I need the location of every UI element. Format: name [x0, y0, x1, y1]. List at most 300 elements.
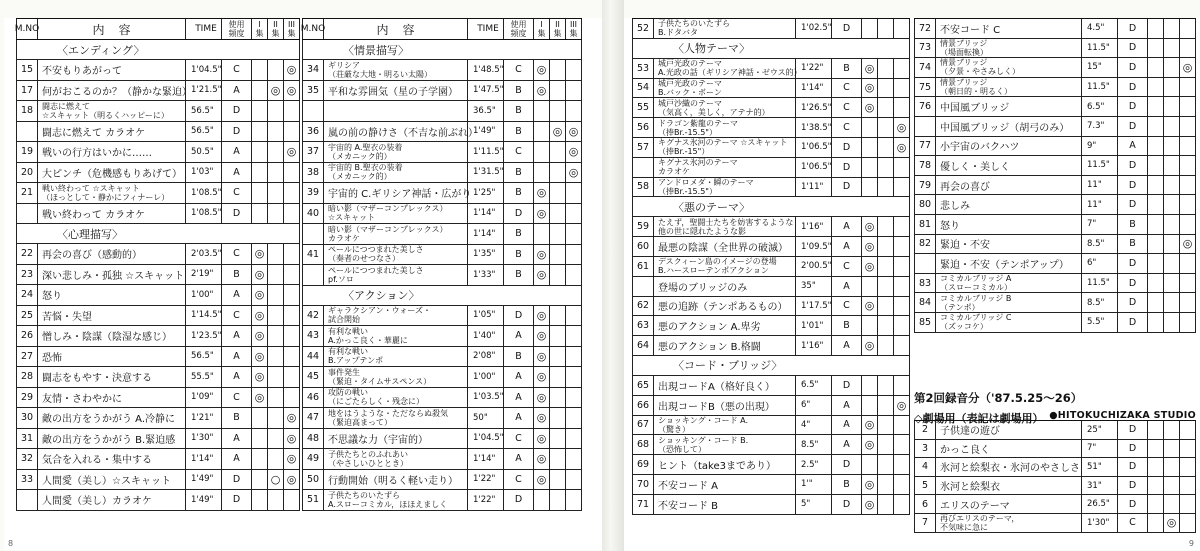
usage-frequency-text: B	[515, 269, 522, 281]
track-title-text: 怒り	[42, 291, 62, 303]
volume-1-mark	[862, 495, 878, 514]
track-number	[914, 274, 936, 293]
track-number	[16, 449, 38, 469]
track-time	[796, 435, 832, 454]
volume-2-mark	[268, 490, 284, 510]
track-number	[16, 429, 38, 449]
track-title-text: 緊迫・不安	[940, 240, 990, 252]
track-time-text: 6"	[1087, 258, 1097, 269]
track-time-text: 1'30"	[1087, 517, 1110, 528]
track-subtitle-text: カラオケ	[328, 233, 360, 243]
volume-2-mark	[268, 449, 284, 469]
track-number-text: 18	[20, 105, 34, 117]
header-s2-line2: 集	[553, 29, 562, 38]
track-number-text: 62	[636, 300, 650, 312]
track-time-text: 1'14"	[473, 228, 496, 239]
track-row	[16, 244, 300, 265]
volume-mark-symbol: ◎	[270, 83, 281, 97]
track-number	[302, 101, 324, 121]
track-title-text: 大ピンチ（危機感もりあげて）	[42, 168, 182, 180]
track-row	[16, 408, 300, 429]
track-subtitle-text: B.バック・ボーン	[658, 87, 722, 97]
usage-frequency-text: A	[233, 453, 240, 465]
usage-frequency	[1118, 293, 1148, 312]
volume-1-mark	[534, 367, 550, 387]
track-time	[186, 367, 222, 387]
track-number-text: 31	[20, 432, 34, 444]
track-row	[632, 178, 910, 198]
track-number-text: 75	[918, 81, 932, 93]
volume-mark-symbol: ◎	[536, 329, 547, 343]
track-number	[914, 39, 936, 58]
volume-1-mark	[862, 316, 878, 335]
track-number	[302, 408, 324, 428]
track-time	[186, 490, 222, 510]
volume-3-mark	[1180, 215, 1196, 234]
volume-2-mark	[268, 326, 284, 346]
volume-1-mark	[862, 118, 878, 137]
track-title-text: 中国風ブリッジ（胡弓のみ）	[940, 122, 1070, 134]
volume-2-mark	[1164, 254, 1180, 273]
track-number	[16, 285, 38, 305]
section-title: 〈悪のテーマ〉	[673, 200, 750, 214]
track-time	[1082, 254, 1118, 273]
header-s3	[566, 19, 582, 39]
track-row	[632, 59, 910, 79]
track-number-text: 48	[306, 432, 320, 444]
usage-frequency	[222, 101, 252, 121]
volume-1-mark	[252, 122, 268, 142]
volume-2-mark	[550, 224, 566, 244]
track-time-text: 56.5"	[191, 126, 214, 137]
track-time	[186, 306, 222, 326]
track-number	[632, 237, 654, 256]
volume-3-mark	[894, 416, 910, 435]
track-number	[16, 470, 38, 490]
track-title	[38, 306, 186, 326]
volume-1-mark	[1148, 215, 1164, 234]
track-time-text: 1'08.5"	[191, 187, 222, 198]
usage-frequency-text: D	[1128, 61, 1137, 73]
volume-3-mark	[566, 60, 582, 80]
track-time-text: 1'04.5"	[473, 433, 504, 444]
usage-frequency	[832, 316, 862, 335]
track-subtitle-text: （荘厳な大地・明るい太陽）	[328, 69, 432, 79]
volume-3-mark	[566, 81, 582, 101]
volume-3-mark	[566, 183, 582, 203]
volume-3-mark	[894, 59, 910, 78]
usage-frequency-text: C	[515, 473, 522, 485]
track-time	[186, 388, 222, 408]
track-subtitle-text: （緊迫高まって）	[328, 417, 392, 427]
track-time	[468, 429, 504, 449]
usage-frequency	[1118, 176, 1148, 195]
usage-frequency	[1118, 39, 1148, 58]
volume-3-mark	[1180, 514, 1196, 532]
header-content	[38, 19, 186, 39]
track-row	[914, 254, 1196, 274]
volume-1-mark	[1148, 440, 1164, 458]
header-s2	[550, 19, 566, 39]
usage-frequency	[504, 347, 534, 367]
usage-frequency-text: A	[843, 399, 850, 411]
track-title-text: 暗い影（マザーコンプレックス）	[328, 224, 448, 234]
usage-frequency-text: D	[232, 207, 241, 219]
usage-frequency-text: D	[1128, 480, 1137, 492]
track-title-text: たえず，聖闘士たちを妨害するような	[658, 217, 794, 227]
track-number-text: 57	[636, 141, 650, 153]
header-s2-line1: II	[273, 20, 278, 29]
track-subtitle-text: A.光政の話（ギリシア神話・ゼウス的）	[658, 68, 802, 78]
track-subtitle-text: （捧Br.-15.5"）	[658, 127, 717, 137]
usage-frequency-text: B	[515, 125, 522, 137]
usage-frequency-text: D	[842, 181, 851, 193]
track-number	[914, 495, 936, 513]
track-number-text: 70	[636, 478, 650, 490]
track-time-text: 56.5"	[191, 351, 214, 362]
section-header	[16, 224, 300, 244]
track-title-text: 子供たちのいたずら	[328, 490, 400, 500]
track-row	[302, 367, 582, 388]
volume-1-mark	[252, 81, 268, 101]
track-time	[468, 388, 504, 408]
volume-1-mark	[862, 475, 878, 494]
track-time-text: 51"	[1087, 461, 1102, 472]
header-time	[468, 19, 504, 39]
track-row	[914, 215, 1196, 235]
usage-frequency-text: A	[515, 330, 522, 342]
volume-mark-symbol: ◎	[536, 63, 547, 77]
usage-frequency-text: D	[232, 125, 241, 137]
track-number-text: 25	[20, 309, 34, 321]
usage-frequency	[832, 19, 862, 38]
volume-3-mark	[284, 163, 300, 183]
track-title-text: 苦悩・失望	[42, 311, 92, 323]
track-number-text: 80	[918, 199, 932, 211]
track-title-text: 何がおこるのか？（静かな緊迫）	[42, 86, 192, 98]
track-title	[324, 367, 468, 387]
track-title-text: 城戸光政のテーマ	[658, 59, 722, 69]
volume-1-mark	[252, 204, 268, 224]
track-title	[38, 81, 192, 101]
volume-1-mark	[1148, 156, 1164, 175]
track-number-text: 55	[636, 102, 650, 114]
track-row	[16, 60, 300, 81]
header-freq-line1: 使用	[228, 20, 245, 29]
usage-frequency	[1118, 495, 1148, 513]
track-number	[632, 396, 654, 415]
track-subtitle-text: （テンポ）	[940, 302, 980, 312]
track-title-text: 敵の出方をうかがう A.冷静に	[42, 414, 176, 426]
volume-3-mark	[1180, 477, 1196, 495]
volume-3-mark	[894, 237, 910, 256]
volume-1-mark	[252, 490, 268, 510]
track-row	[632, 396, 910, 416]
volume-2-mark	[878, 455, 894, 474]
track-title-text: 子供たちのいたずら	[658, 19, 730, 29]
track-title	[654, 98, 796, 117]
track-time-text: 8.5"	[1087, 238, 1105, 249]
volume-2-mark	[550, 183, 566, 203]
usage-frequency-text: C	[843, 300, 850, 312]
volume-2-mark	[1164, 39, 1180, 58]
volume-2-mark	[1164, 495, 1180, 513]
volume-3-mark	[894, 316, 910, 335]
track-number	[302, 490, 324, 510]
track-time	[796, 178, 832, 197]
track-number-text: 66	[636, 399, 650, 411]
volume-mark-symbol: ◎	[286, 83, 297, 97]
track-time-text: 1'09.5"	[801, 241, 832, 252]
volume-2-mark	[550, 470, 566, 490]
track-number-text: 30	[20, 412, 34, 424]
track-title	[654, 316, 796, 335]
track-subtitle-text: （奏者のせつなさ）	[328, 254, 400, 264]
track-number-text: 49	[306, 453, 320, 465]
volume-mark-symbol: ○	[270, 472, 281, 486]
volume-2-mark	[1164, 19, 1180, 38]
volume-mark-symbol: ◎	[568, 124, 579, 138]
usage-frequency-text: A	[233, 166, 240, 178]
usage-frequency-text: B	[515, 350, 522, 362]
track-number-text: 5	[921, 480, 929, 492]
section-header	[632, 39, 910, 59]
volume-3-mark	[566, 449, 582, 469]
track-number	[914, 254, 936, 273]
usage-frequency-text: D	[1128, 101, 1137, 113]
track-time	[468, 204, 504, 224]
header-s3-line2: 集	[569, 29, 578, 38]
track-title-text: 悪のアクション A.卑劣	[658, 322, 761, 334]
track-number	[632, 178, 654, 197]
track-row	[16, 388, 300, 409]
track-time	[186, 326, 222, 346]
track-subtitle-text: （ズッコケ）	[940, 322, 988, 332]
track-time	[796, 416, 832, 435]
track-subtitle-text: （メカニック的）	[328, 151, 392, 161]
volume-2-mark	[1164, 97, 1180, 116]
track-number-text: 20	[20, 166, 34, 178]
right-page	[624, 18, 1200, 550]
track-row	[302, 470, 582, 491]
track-title-text: コミカルブリッジ A	[940, 274, 1012, 284]
usage-frequency	[1118, 58, 1148, 77]
track-time-text: 50.5"	[191, 146, 214, 157]
usage-frequency	[1118, 19, 1148, 38]
volume-2-mark	[878, 79, 894, 98]
usage-frequency	[1118, 458, 1148, 476]
volume-3-mark	[1180, 421, 1196, 439]
header-content	[324, 19, 468, 39]
track-subtitle-text: （夕景・やさみしく）	[940, 67, 1020, 77]
track-time	[186, 244, 222, 264]
volume-1-mark	[534, 122, 550, 142]
track-subtitle-text: pf.ソロ	[328, 274, 354, 284]
track-subtitle-text: A.かっこ良く・華麗に	[328, 335, 408, 345]
track-number	[632, 138, 654, 157]
track-number	[632, 455, 654, 474]
track-title	[654, 297, 796, 316]
volume-mark-symbol: ◎	[536, 186, 547, 200]
table-right-2	[914, 18, 1196, 333]
volume-3-mark	[284, 347, 300, 367]
volume-3-mark	[566, 306, 582, 326]
usage-frequency	[832, 455, 862, 474]
volume-3-mark	[894, 118, 910, 137]
track-row	[16, 429, 300, 450]
track-number	[632, 118, 654, 137]
volume-2-mark	[1164, 514, 1180, 532]
track-number	[632, 19, 654, 38]
track-time	[186, 285, 222, 305]
usage-frequency-text: A	[233, 330, 240, 342]
track-title-text: 事件発生	[328, 367, 360, 377]
track-time-text: 2'00.5"	[801, 261, 832, 272]
volume-2-mark	[550, 326, 566, 346]
track-number	[914, 156, 936, 175]
usage-frequency-text: C	[843, 102, 850, 114]
track-time-text: 11.5"	[1087, 278, 1110, 289]
track-title-text: 再びエリスのテーマ，	[940, 513, 1020, 523]
usage-frequency-text: A	[515, 371, 522, 383]
track-title	[324, 60, 468, 80]
track-title-text: 地をはうような・ただならぬ殺気	[328, 408, 448, 418]
volume-3-mark	[894, 455, 910, 474]
header-time-label: TIME	[195, 24, 217, 34]
table-header	[16, 18, 300, 40]
track-time	[468, 408, 504, 428]
volume-1-mark	[862, 237, 878, 256]
section-title: 〈情景描写〉	[343, 43, 409, 57]
track-title-text: ペールにつつまれた美しさ	[328, 265, 424, 275]
track-number	[632, 277, 654, 296]
section-header	[632, 197, 910, 217]
volume-1-mark	[862, 217, 878, 236]
track-number-text: 23	[20, 268, 34, 280]
track-title	[654, 237, 796, 256]
usage-frequency	[222, 470, 252, 490]
track-row	[632, 217, 910, 237]
track-time	[186, 122, 222, 142]
volume-3-mark	[1180, 78, 1196, 97]
track-title-text: 氷河と絵梨衣	[940, 482, 1000, 494]
track-row	[632, 316, 910, 336]
volume-2-mark	[1164, 293, 1180, 312]
volume-2-mark	[878, 435, 894, 454]
track-title	[324, 122, 478, 142]
volume-2-mark	[268, 101, 284, 121]
usage-frequency-text: D	[842, 22, 851, 34]
track-number	[302, 224, 324, 244]
track-time-text: 1'03.5"	[473, 392, 504, 403]
track-number-text: 72	[918, 22, 932, 34]
track-number	[16, 326, 38, 346]
track-time-text: 4.5"	[1087, 23, 1105, 34]
track-title-text: 宇宙的 B.聖衣の装着	[328, 163, 403, 173]
volume-1-mark	[1148, 254, 1164, 273]
page-number-left: 8	[8, 539, 14, 548]
volume-2-mark	[1164, 440, 1180, 458]
usage-frequency	[1118, 137, 1148, 156]
track-title	[654, 435, 796, 454]
volume-mark-symbol: ◎	[536, 83, 547, 97]
track-number-text: 63	[636, 320, 650, 332]
usage-frequency	[832, 79, 862, 98]
usage-frequency	[1118, 235, 1148, 254]
track-row	[632, 19, 910, 39]
track-title	[324, 224, 468, 244]
usage-frequency	[222, 429, 252, 449]
track-title	[654, 336, 796, 355]
track-number	[16, 142, 38, 162]
track-time	[1082, 97, 1118, 116]
header-time	[186, 19, 222, 39]
volume-3-mark	[894, 79, 910, 98]
track-number	[302, 122, 324, 142]
volume-mark-symbol: ◎	[286, 431, 297, 445]
track-time-text: 1'"	[801, 479, 813, 490]
track-number-text: 27	[20, 350, 34, 362]
track-number	[914, 176, 936, 195]
volume-2-mark	[268, 347, 284, 367]
usage-frequency-text: D	[1128, 81, 1137, 93]
track-number-text: 76	[918, 101, 932, 113]
volume-mark-symbol: ◎	[896, 121, 907, 135]
track-title-text: 気合を入れる・集中する	[42, 455, 152, 467]
volume-2-mark	[878, 118, 894, 137]
track-row	[302, 306, 582, 327]
track-title	[324, 470, 468, 490]
volume-3-mark	[566, 429, 582, 449]
volume-mark-symbol: ◎	[254, 329, 265, 343]
track-time	[186, 183, 222, 203]
volume-1-mark	[534, 490, 550, 510]
usage-frequency-text: B	[843, 478, 850, 490]
track-title	[324, 347, 468, 367]
track-time-text: 1'04.5"	[191, 64, 222, 75]
volume-2-mark	[268, 429, 284, 449]
track-time	[468, 265, 504, 285]
track-number	[632, 79, 654, 98]
volume-mark-symbol: ◎	[286, 472, 297, 486]
usage-frequency	[504, 449, 534, 469]
table-right-3	[914, 420, 1196, 533]
track-title	[324, 204, 468, 224]
track-title-text: ヒント（take3まであり）	[658, 461, 776, 473]
track-title-text: 闘志をもやす・決意する	[42, 373, 152, 385]
volume-mark-symbol: ◎	[552, 124, 563, 138]
track-row	[302, 326, 582, 347]
volume-mark-symbol: ◎	[536, 431, 547, 445]
track-row	[632, 435, 910, 455]
track-number	[16, 101, 38, 121]
track-number	[302, 81, 324, 101]
volume-mark-symbol: ◎	[536, 308, 547, 322]
volume-3-mark	[284, 449, 300, 469]
track-number-text: 64	[636, 340, 650, 352]
volume-1-mark	[534, 224, 550, 244]
track-row	[914, 440, 1196, 459]
volume-1-mark	[534, 60, 550, 80]
track-number	[16, 408, 38, 428]
track-number-text: 34	[306, 64, 320, 76]
track-time-text: 6.5"	[1087, 101, 1105, 112]
track-title-text: 最悪の陰謀（全世界の破滅）	[658, 243, 788, 255]
volume-mark-symbol: ◎	[864, 81, 875, 95]
usage-frequency	[832, 495, 862, 514]
volume-1-mark	[1148, 293, 1164, 312]
usage-frequency-text: D	[1128, 316, 1137, 328]
